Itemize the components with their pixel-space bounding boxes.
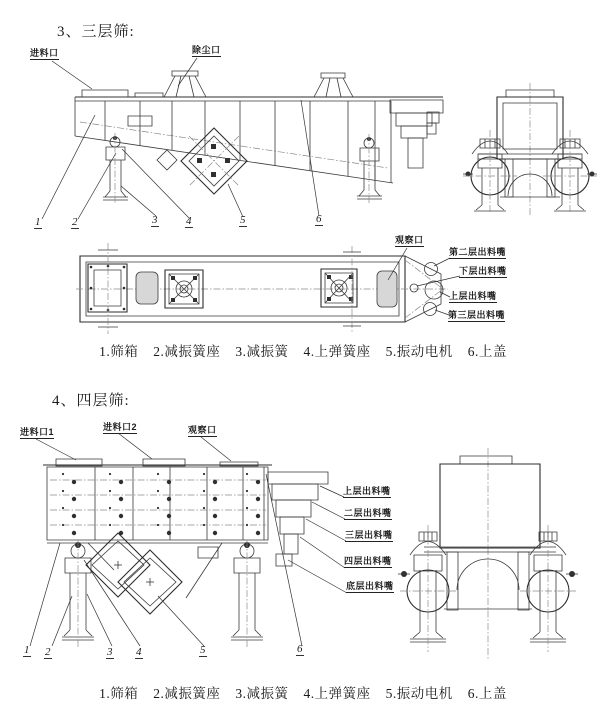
bolt-dots xyxy=(62,473,260,535)
label-feed-inlet-2: 进料口2 xyxy=(103,422,138,432)
legend-item: 4.上弹簧座 xyxy=(303,686,371,701)
callout-3: 3 xyxy=(107,646,113,658)
legend-item: 5.振动电机 xyxy=(385,686,453,701)
spring-left xyxy=(62,540,94,648)
three-layer-side-view xyxy=(42,58,443,219)
spring-right xyxy=(231,540,263,648)
section-4-heading: 4、四层筛: xyxy=(52,393,130,409)
label-nozzle-layer3-4: 三层出料嘴 xyxy=(345,530,393,540)
section-3-heading: 3、三层筛: xyxy=(57,24,135,40)
four-layer-side-view xyxy=(30,433,347,648)
three-layer-legend xyxy=(0,340,606,360)
spring-right xyxy=(357,134,382,203)
callout-6: 6 xyxy=(297,643,303,655)
callout-5: 5 xyxy=(240,214,246,226)
label-nozzle-layer4-4: 四层出料嘴 xyxy=(344,556,392,566)
callout-4: 4 xyxy=(186,215,192,227)
legend-item: 3.减振簧 xyxy=(235,686,289,701)
legend-item: 1.筛箱 xyxy=(99,686,139,701)
legend-item: 4.上弹簧座 xyxy=(303,344,371,359)
vibration-motor xyxy=(181,128,247,194)
label-nozzle-upper: 上层出料嘴 xyxy=(449,291,497,301)
four-layer-legend xyxy=(0,682,606,702)
callout-6: 6 xyxy=(316,213,322,225)
label-nozzle-layer3: 第三层出料嘴 xyxy=(448,310,506,320)
vibration-motor xyxy=(86,533,182,614)
legend-item: 3.减振簧 xyxy=(235,344,289,359)
legend-item: 6.上盖 xyxy=(467,686,507,701)
callout-4: 4 xyxy=(136,646,142,658)
legend-item: 2.减振簧座 xyxy=(153,344,221,359)
legend-item: 5.振动电机 xyxy=(385,344,453,359)
callout-1: 1 xyxy=(35,216,41,228)
callout-1: 1 xyxy=(24,644,30,656)
label-nozzle-upper-4: 上层出料嘴 xyxy=(343,486,391,496)
legend-item: 2.减振簧座 xyxy=(153,686,221,701)
callout-5: 5 xyxy=(200,644,206,656)
label-feed-inlet-1: 进料口1 xyxy=(20,427,55,437)
three-layer-end-view xyxy=(463,83,597,215)
legend-item: 6.上盖 xyxy=(467,344,507,359)
callout-2: 2 xyxy=(72,216,78,228)
label-nozzle-bottom-4: 底层出料嘴 xyxy=(346,581,394,591)
three-layer-plan-view xyxy=(76,243,460,334)
label-dust-port: 除尘口 xyxy=(192,45,221,55)
label-nozzle-lower: 下层出料嘴 xyxy=(459,266,507,276)
label-nozzle-layer2-4: 二层出料嘴 xyxy=(344,508,392,518)
label-nozzle-layer2: 第二层出料嘴 xyxy=(449,247,507,257)
label-observe-port: 观察口 xyxy=(395,235,424,245)
callout-2: 2 xyxy=(45,646,51,658)
callout-3: 3 xyxy=(152,214,158,226)
four-layer-end-view xyxy=(398,448,578,660)
label-feed-inlet: 进料口 xyxy=(30,48,59,58)
legend-item: 1.筛箱 xyxy=(99,344,139,359)
label-observe-port-4: 观察口 xyxy=(188,425,217,435)
